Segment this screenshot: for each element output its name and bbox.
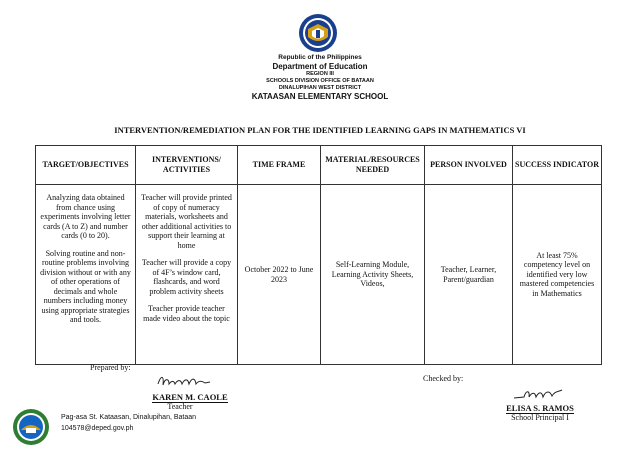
region-label: REGION III <box>306 71 334 77</box>
school-logo <box>12 408 50 446</box>
school-name: KATAASAN ELEMENTARY SCHOOL <box>251 92 389 101</box>
cell-time-frame: October 2022 to June 2023 <box>238 185 321 365</box>
header-materials: MATERIAL/RESOURCES NEEDED <box>321 146 425 185</box>
intervention-3: Teacher provide teacher made video about the topic <box>143 304 230 323</box>
cell-target <box>36 185 136 365</box>
table-row <box>36 185 602 365</box>
school-email: 104578@deped.gov.ph <box>61 425 134 432</box>
checker-name <box>500 403 580 413</box>
school-address: Pag-asa St. Kataasan, Dinalupihan, Bataan <box>61 414 197 421</box>
checker-signature <box>512 386 564 402</box>
district-label: DINALUPIHAN WEST DISTRICT <box>278 85 362 91</box>
preparer-signature <box>155 372 213 390</box>
checker-name-text: ELISA S. RAMOS <box>506 403 574 413</box>
target-objective-1: Analyzing data obtained from chance using experiments involving letter cards (A to Z) and number cards (0 to 20). <box>40 193 131 240</box>
prepared-by-label: Prepared by: <box>90 363 131 372</box>
cell-person: Teacher, Learner, Parent/guardian <box>425 185 513 365</box>
checked-by-label: Checked by: <box>423 374 464 383</box>
division-label: SCHOOLS DIVISION OFFICE OF BATAAN <box>266 78 374 84</box>
intervention-1: Teacher will provide printed of copy of numeracy materials, worksheets and other additional activities to support their learning at home <box>141 193 232 250</box>
table-header-row <box>36 146 602 185</box>
intervention-plan-table <box>35 145 602 365</box>
header-time-frame: TIME FRAME <box>238 146 321 185</box>
header-interventions: INTERVENTIONS/ ACTIVITIES <box>136 146 238 185</box>
cell-interventions <box>136 185 238 365</box>
header-person: PERSON INVOLVED <box>425 146 513 185</box>
preparer-role: Teacher <box>167 402 193 411</box>
intervention-2: Teacher will provide a copy of 4F’s window card, flashcards, and word problem activity sheets <box>141 258 232 296</box>
document-title: INTERVENTION/REMEDIATION PLAN FOR THE IDENTIFIED LEARNING GAPS IN MATHEMATICS VI <box>114 125 526 135</box>
deped-seal-logo <box>298 13 338 53</box>
republic-label: Republic of the Philippines <box>278 54 362 61</box>
header-success: SUCCESS INDICATOR <box>513 146 602 185</box>
department-label: Department of Education <box>272 62 368 71</box>
preparer-name <box>145 392 235 402</box>
target-objective-2: Solving routine and non-routine problems involving division without or with any of other operations of decimals and whole numbers including money using appropriate strategies and tools. <box>40 248 131 324</box>
checker-role: School Principal I <box>511 413 569 422</box>
cell-success: At least 75% competency level on identified very low mastered competencies in Mathematics <box>513 185 602 365</box>
preparer-name-text: KAREN M. CAOLE <box>152 392 228 402</box>
header-target: TARGET/OBJECTIVES <box>36 146 136 185</box>
cell-materials: Self-Learning Module, Learning Activity Sheets, Videos, <box>321 185 425 365</box>
